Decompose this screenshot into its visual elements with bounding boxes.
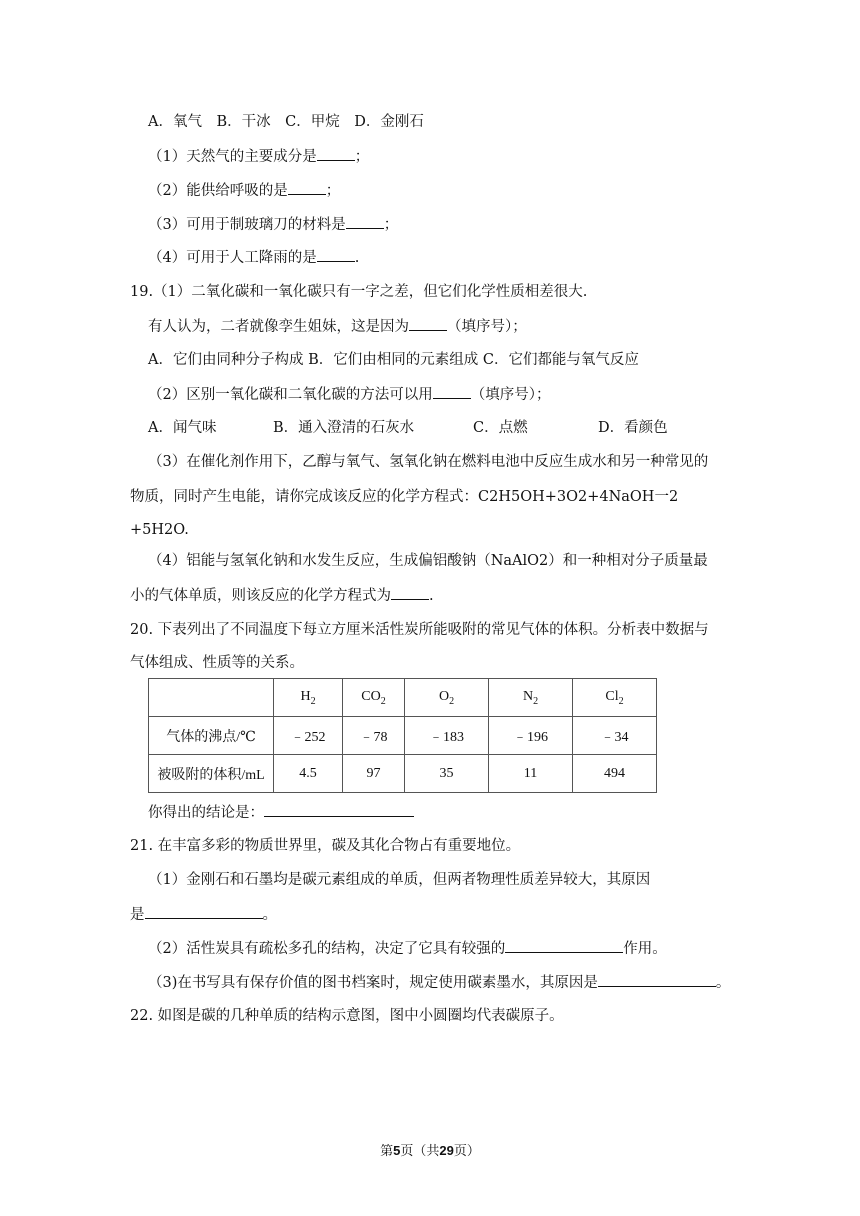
table-cell: 4.5 [274,755,343,793]
q19-line7: 物质，同时产生电能，请你完成该反应的化学方程式：C2H5OH+3O2+4NaOH一2 [130,489,679,505]
table-row-label: 气体的沸点/℃ [149,717,274,755]
footer-page-number: 5 [393,1143,401,1158]
q19-option-a: A．闻气味 [148,420,217,436]
table-header-cell [149,679,274,717]
q18-part1-text: （1）天然气的主要成分是 [148,149,317,165]
q19-line9: （4）铝能与氢氧化钠和水发生反应，生成偏铝酸钠（NaAlO2）和一种相对分子质量最 [148,553,708,569]
answer-blank[interactable] [317,146,355,161]
q21-line4-text: （2）活性炭具有疏松多孔的结构，决定了它具有较强的 [148,941,506,957]
table-header-row [149,679,657,717]
q18-options: A．氧气 B．干冰 C．甲烷 D．金刚石 [148,114,424,130]
answer-blank[interactable] [598,972,716,987]
table-cell: 97 [343,755,405,793]
q21-line4 [148,938,667,959]
answer-blank[interactable] [264,802,414,817]
q18-part4-end: . [354,250,360,266]
footer-post: 页） [453,1144,480,1159]
table-cell: ﹣252 [274,717,343,755]
q20-conclusion [148,802,414,823]
footer-total-pages: 29 [439,1143,454,1158]
q19-line4-text: （2）区别一氧化碳和二氧化碳的方法可以用 [148,387,433,403]
q18-part1 [148,146,369,167]
answer-blank[interactable] [409,316,447,331]
q19-option-d: D．看颜色 [598,420,668,436]
q19-line10-end: . [429,588,434,604]
q18-part3 [148,214,398,235]
table-row [149,717,657,755]
q21-line3 [130,904,277,925]
q18-part3-text: （3）可用于制玻璃刀的材料是 [148,217,346,233]
q21-line3-text: 是 [130,907,145,923]
q19-option-c: C．点燃 [473,420,528,436]
table-cell: ﹣183 [405,717,489,755]
q21-line5 [148,972,730,993]
gas-adsorption-table [148,678,657,793]
q19-line3: A．它们由同种分子构成 B．它们由相同的元素组成 C．它们都能与氧气反应 [148,352,639,368]
q21-line5-text: （3)在书写具有保存价值的图书档案时，规定使用碳素墨水，其原因是 [148,975,598,991]
q19-line8: +5H2O. [130,522,189,538]
q21-line5-end: 。 [715,975,731,991]
q21-line4-end: 作用。 [623,941,667,957]
table-header-cell: $H_2$ [274,679,343,717]
answer-blank[interactable] [433,384,471,399]
q18-part4 [148,247,359,268]
table-row [149,755,657,793]
table-header-cell: $Cl_2$ [573,679,657,717]
q19-option-b: B．通入澄清的石灰水 [273,420,415,436]
q22-line1: 22. 如图是碳的几种单质的结构示意图，图中小圆圈均代表碳原子。 [130,1008,564,1024]
q20-line1: 20. 下表列出了不同温度下每立方厘米活性炭所能吸附的常见气体的体积。分析表中数据与 [130,622,709,638]
table-cell: ﹣34 [573,717,657,755]
q19-line2 [148,316,527,337]
q20-conclusion-text: 你得出的结论是： [148,805,264,821]
table-cell: ﹣196 [489,717,573,755]
table-row-label: 被吸附的体积/mL [149,755,274,793]
q18-part4-text: （4）可用于人工降雨的是 [148,250,317,266]
table-cell: 494 [573,755,657,793]
q18-part1-end: ； [354,149,370,165]
table-header-cell: $O_2$ [405,679,489,717]
q20-line2: 气体组成、性质等的关系。 [130,655,304,671]
q19-line4-end: （填序号）； [470,387,551,403]
q21-line3-end: 。 [262,907,277,923]
q19-line6: （3）在催化剂作用下，乙醇与氧气、氢氧化钠在燃料电池中反应生成水和另一种常见的 [148,454,709,470]
q18-part2-text: （2）能供给呼吸的是 [148,183,288,199]
table-header-cell: $N_2$ [489,679,573,717]
q19-line10-text: 小的气体单质，则该反应的化学方程式为 [130,588,391,604]
q19-line2-text: 有人认为，二者就像孪生姐妹，这是因为 [148,319,409,335]
q19-line4 [148,384,550,405]
q18-part2-end: ； [325,183,341,199]
q19-line10 [130,585,434,606]
page-footer [0,1140,860,1159]
q18-part2 [148,180,340,201]
answer-blank[interactable] [145,904,263,919]
table-cell: 11 [489,755,573,793]
q18-part3-end: ； [383,217,399,233]
answer-blank[interactable] [288,180,326,195]
answer-blank[interactable] [505,938,623,953]
answer-blank[interactable] [317,247,355,262]
q21-line1: 21. 在丰富多彩的物质世界里，碳及其化合物占有重要地位。 [130,838,521,854]
answer-blank[interactable] [391,585,429,600]
table-header-cell: $CO_2$ [343,679,405,717]
table-cell: 35 [405,755,489,793]
q19-line2-end: （填序号）； [447,319,527,335]
q21-line2: （1）金刚石和石墨均是碳元素组成的单质，但两者物理性质差异较大，其原因 [148,872,651,888]
footer-pre: 第 [380,1144,394,1159]
q19-line1: 19.（1）二氧化碳和一氧化碳只有一字之差，但它们化学性质相差很大. [130,284,588,300]
answer-blank[interactable] [346,214,384,229]
table-cell: ﹣78 [343,717,405,755]
footer-mid: 页（共 [400,1144,440,1159]
